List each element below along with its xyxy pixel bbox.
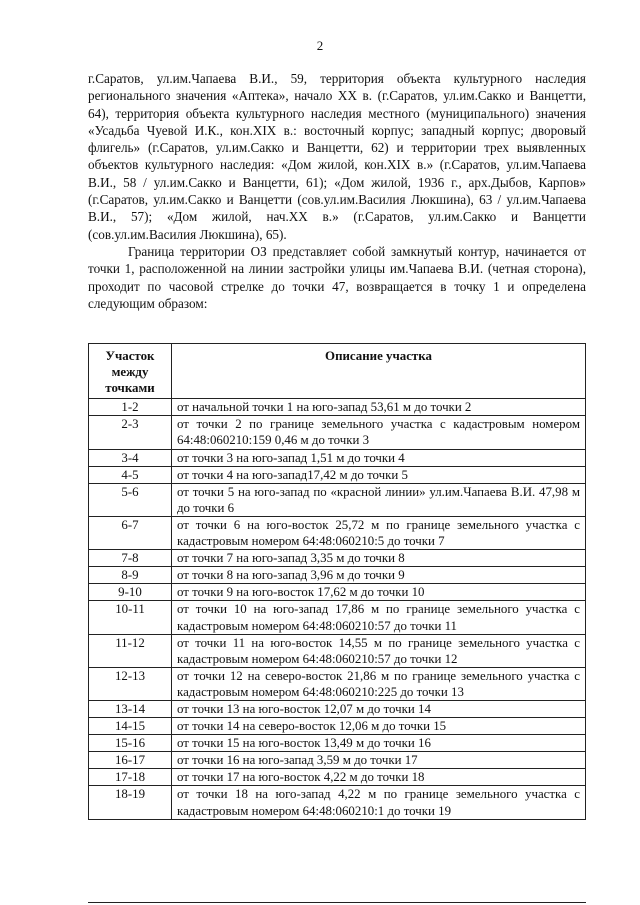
section-cell: 2-3 bbox=[89, 416, 172, 449]
section-cell: 9-10 bbox=[89, 584, 172, 601]
section-cell: 12-13 bbox=[89, 667, 172, 700]
description-cell: от точки 18 на юго-запад 4,22 м по границе земельного участка с кадастровым номером 64:48:060210:1 до точки 19 bbox=[172, 786, 586, 819]
body-text bbox=[88, 70, 586, 312]
description-cell: от точки 2 по границе земельного участка с кадастровым номером 64:48:060210:159 0,46 м до точки 3 bbox=[172, 416, 586, 449]
description-cell: от точки 16 на юго-запад 3,59 м до точки 17 bbox=[172, 752, 586, 769]
description-cell: от точки 8 на юго-запад 3,96 м до точки 9 bbox=[172, 567, 586, 584]
description-cell: от точки 15 на юго-восток 13,49 м до точки 16 bbox=[172, 735, 586, 752]
table-row bbox=[89, 667, 586, 700]
table-row bbox=[89, 634, 586, 667]
table-row bbox=[89, 449, 586, 466]
boundary-paragraph: Граница территории ОЗ представляет собой замкнутый контур, начинается от точки 1, расположенной на линии застройки улицы им.Чапаева В.И. (четная сторона), проходит по часовой стрелке до точки 47, возвращается в точку 1 и определена следующим образом: bbox=[88, 243, 586, 311]
description-cell: от точки 7 на юго-запад 3,35 м до точки 8 bbox=[172, 550, 586, 567]
table-row bbox=[89, 718, 586, 735]
table-body bbox=[89, 399, 586, 819]
description-cell: от начальной точки 1 на юго-запад 53,61 м до точки 2 bbox=[172, 399, 586, 416]
table-row bbox=[89, 601, 586, 634]
section-cell: 17-18 bbox=[89, 769, 172, 786]
description-cell: от точки 4 на юго-запад17,42 м до точки 5 bbox=[172, 466, 586, 483]
section-cell: 18-19 bbox=[89, 786, 172, 819]
sections-table bbox=[88, 343, 586, 820]
table-row bbox=[89, 584, 586, 601]
section-cell: 11-12 bbox=[89, 634, 172, 667]
table-row bbox=[89, 550, 586, 567]
section-cell: 1-2 bbox=[89, 399, 172, 416]
description-cell: от точки 13 на юго-восток 12,07 м до точки 14 bbox=[172, 700, 586, 717]
table-row bbox=[89, 735, 586, 752]
table-row bbox=[89, 786, 586, 819]
description-cell: от точки 11 на юго-восток 14,55 м по границе земельного участка с кадастровым номером 64:48:060210:57 до точки 12 bbox=[172, 634, 586, 667]
description-cell: от точки 17 на юго-восток 4,22 м до точки 18 bbox=[172, 769, 586, 786]
table-row bbox=[89, 567, 586, 584]
section-cell: 4-5 bbox=[89, 466, 172, 483]
intro-paragraph: г.Саратов, ул.им.Чапаева В.И., 59, территория объекта культурного наследия регионального значения «Аптека», начало XX в. (г.Саратов, ул.им.Сакко и Ванцетти, 64), территория объекта культурного наследия местного (муниципального) значения «Усадьба Чуевой И.К., кон.XIX в.: восточный корпус; западный корпус; дворовый флигель» (г.Саратов, ул.им.Сакко и Ванцетти, 62) и территории трех выявленных объектов культурного наследия: «Дом жилой, кон.XIX в.» (г.Саратов, ул.им.Чапаева В.И., 58 / ул.им.Сакко и Ванцетти, 61); «Дом жилой, 1936 г., арх.Дыбов, Карпов» (г.Саратов, ул.им.Сакко и Ванцетти (сов.ул.им.Василия Люкшина), 63 / ул.им.Чапаева В.И., 57); «Дом жилой, нач.XX в.» (г.Саратов, ул.им.Сакко и Ванцетти (сов.ул.им.Василия Люкшина), 65). bbox=[88, 71, 586, 242]
section-cell: 13-14 bbox=[89, 700, 172, 717]
section-cell: 15-16 bbox=[89, 735, 172, 752]
page-number: 2 bbox=[316, 38, 324, 53]
description-cell: от точки 14 на северо-восток 12,06 м до точки 15 bbox=[172, 718, 586, 735]
table-row bbox=[89, 416, 586, 449]
section-cell: 6-7 bbox=[89, 516, 172, 549]
section-cell: 7-8 bbox=[89, 550, 172, 567]
description-cell: от точки 3 на юго-запад 1,51 м до точки 4 bbox=[172, 449, 586, 466]
description-cell: от точки 9 на юго-восток 17,62 м до точки 10 bbox=[172, 584, 586, 601]
header-section: Участок между точками bbox=[89, 344, 172, 399]
table-bottom-edge bbox=[88, 902, 586, 903]
header-description: Описание участка bbox=[172, 344, 586, 399]
table-row bbox=[89, 516, 586, 549]
description-cell: от точки 12 на северо-восток 21,86 м по границе земельного участка с кадастровым номером 64:48:060210:225 до точки 13 bbox=[172, 667, 586, 700]
section-cell: 16-17 bbox=[89, 752, 172, 769]
table-row bbox=[89, 483, 586, 516]
section-cell: 10-11 bbox=[89, 601, 172, 634]
section-cell: 5-6 bbox=[89, 483, 172, 516]
description-cell: от точки 6 на юго-восток 25,72 м по границе земельного участка с кадастровым номером 64:48:060210:5 до точки 7 bbox=[172, 516, 586, 549]
table-header-row bbox=[89, 344, 586, 399]
description-cell: от точки 5 на юго-запад по «красной линии» ул.им.Чапаева В.И. 47,98 м до точки 6 bbox=[172, 483, 586, 516]
table-row bbox=[89, 700, 586, 717]
section-cell: 14-15 bbox=[89, 718, 172, 735]
table-row bbox=[89, 399, 586, 416]
table-row bbox=[89, 466, 586, 483]
section-cell: 3-4 bbox=[89, 449, 172, 466]
table-row bbox=[89, 752, 586, 769]
description-cell: от точки 10 на юго-запад 17,86 м по границе земельного участка с кадастровым номером 64:48:060210:57 до точки 11 bbox=[172, 601, 586, 634]
section-cell: 8-9 bbox=[89, 567, 172, 584]
table-row bbox=[89, 769, 586, 786]
